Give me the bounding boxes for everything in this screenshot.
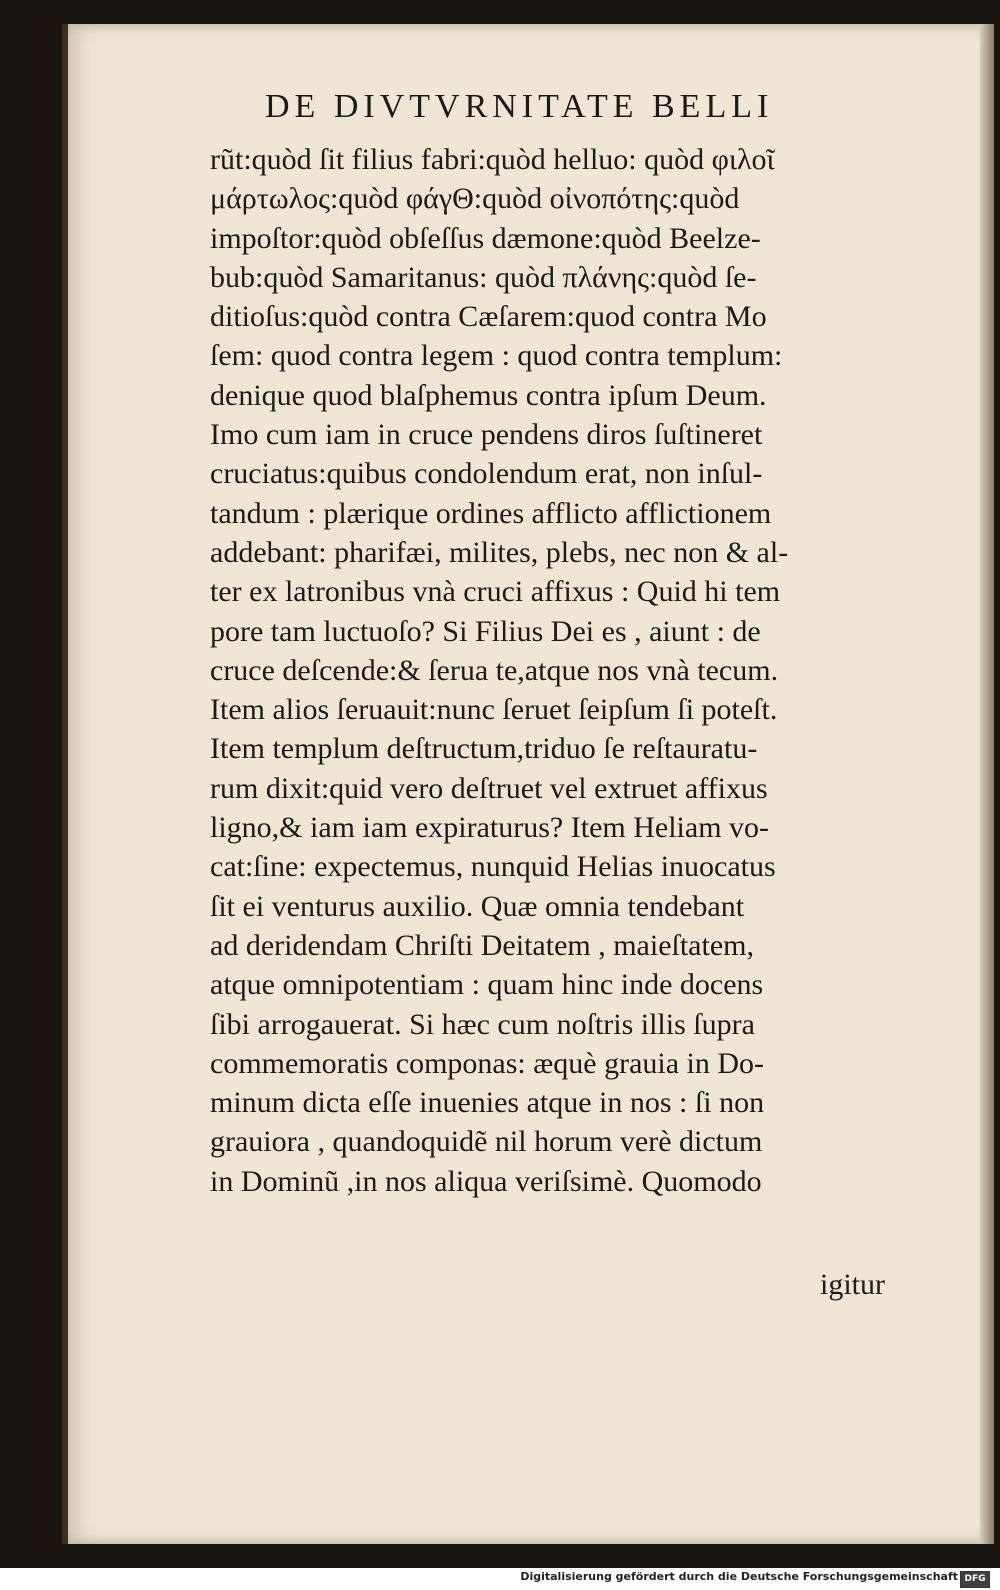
text-line: minum dicta eſſe inuenies atque in nos : ſi non [210,1086,765,1120]
text-line: cat:ſine: expectemus, nunquid Helias inuocatus [210,850,776,884]
text-line: ligno,& iam iam expiraturus? Item Heliam vo- [210,811,770,845]
text-line: Imo cum iam in cruce pendens diros ſuſtineret [210,418,763,452]
text-line: ſibi arrogauerat. Si hæc cum noſtris illis ſupra [210,1007,755,1041]
text-line: μάρτωλος:quòd φάγΘ:quòd οἰνοπότης:quòd [210,182,740,216]
text-line: ditioſus:quòd contra Cæſarem:quod contra Mo [210,300,767,334]
text-line: cruciatus:quibus condolendum erat, non inſul- [210,457,763,491]
text-line: in Dominũ ,in nos aliqua veriſsimè. Quomodo [210,1164,762,1198]
text-line: pore tam luctuoſo? Si Filius Dei es , aiunt : de [210,614,761,648]
text-line: cruce deſcende:& ſerua te,atque nos vnà tecum. [210,653,779,687]
text-line: impoſtor:quòd obſeſſus dæmone:quòd Beelze- [210,221,761,255]
funding-credit: Digitalisierung gefördert durch die Deutsche Forschungsgemeinschaft [520,1570,958,1583]
text-line: addebant: pharifæi, milites, plebs, nec non & al- [210,535,789,569]
text-line: commemoratis componas: æquè grauia in Do- [210,1046,765,1080]
text-line: ad deridendam Chriſti Deitatem , maieſtatem, [210,928,754,962]
running-head: DE DIVTVRNITATE BELLI [265,88,774,125]
text-line: ſit ei venturus auxilio. Quæ omnia tendebant [210,889,745,923]
page-edge [980,24,994,1544]
catchword: igitur [820,1268,885,1301]
text-line: grauiora , quandoquidẽ nil horum verè dictum [210,1125,763,1159]
footer-bar [0,1568,1000,1590]
text-line: atque omnipotentiam : quam hinc inde docens [210,968,764,1002]
dfg-logo: DFG [960,1571,990,1588]
text-line: Item alios ſeruauit:nunc ſeruet ſeipſum ſi poteſt. [210,693,778,727]
text-line: bub:quòd Samaritanus: quòd πλάνης:quòd ſe- [210,260,757,294]
body-text [210,140,910,1201]
text-line: ſem: quod contra legem : quod contra templum: [210,339,783,373]
text-line: rum dixit:quid vero deſtruet vel extruet affixus [210,771,768,805]
text-line: ter ex latronibus vnà cruci affixus : Quid hi tem [210,575,781,609]
text-line: denique quod blaſphemus contra ipſum Deum. [210,378,767,412]
text-line: tandum : plærique ordines afflicto afflictionem [210,496,772,530]
text-line: rũt:quòd ſit filius fabri:quòd helluo: quòd φιλοῖ [210,143,775,176]
text-line: Item templum deſtructum,triduo ſe reſtauratu- [210,732,758,766]
